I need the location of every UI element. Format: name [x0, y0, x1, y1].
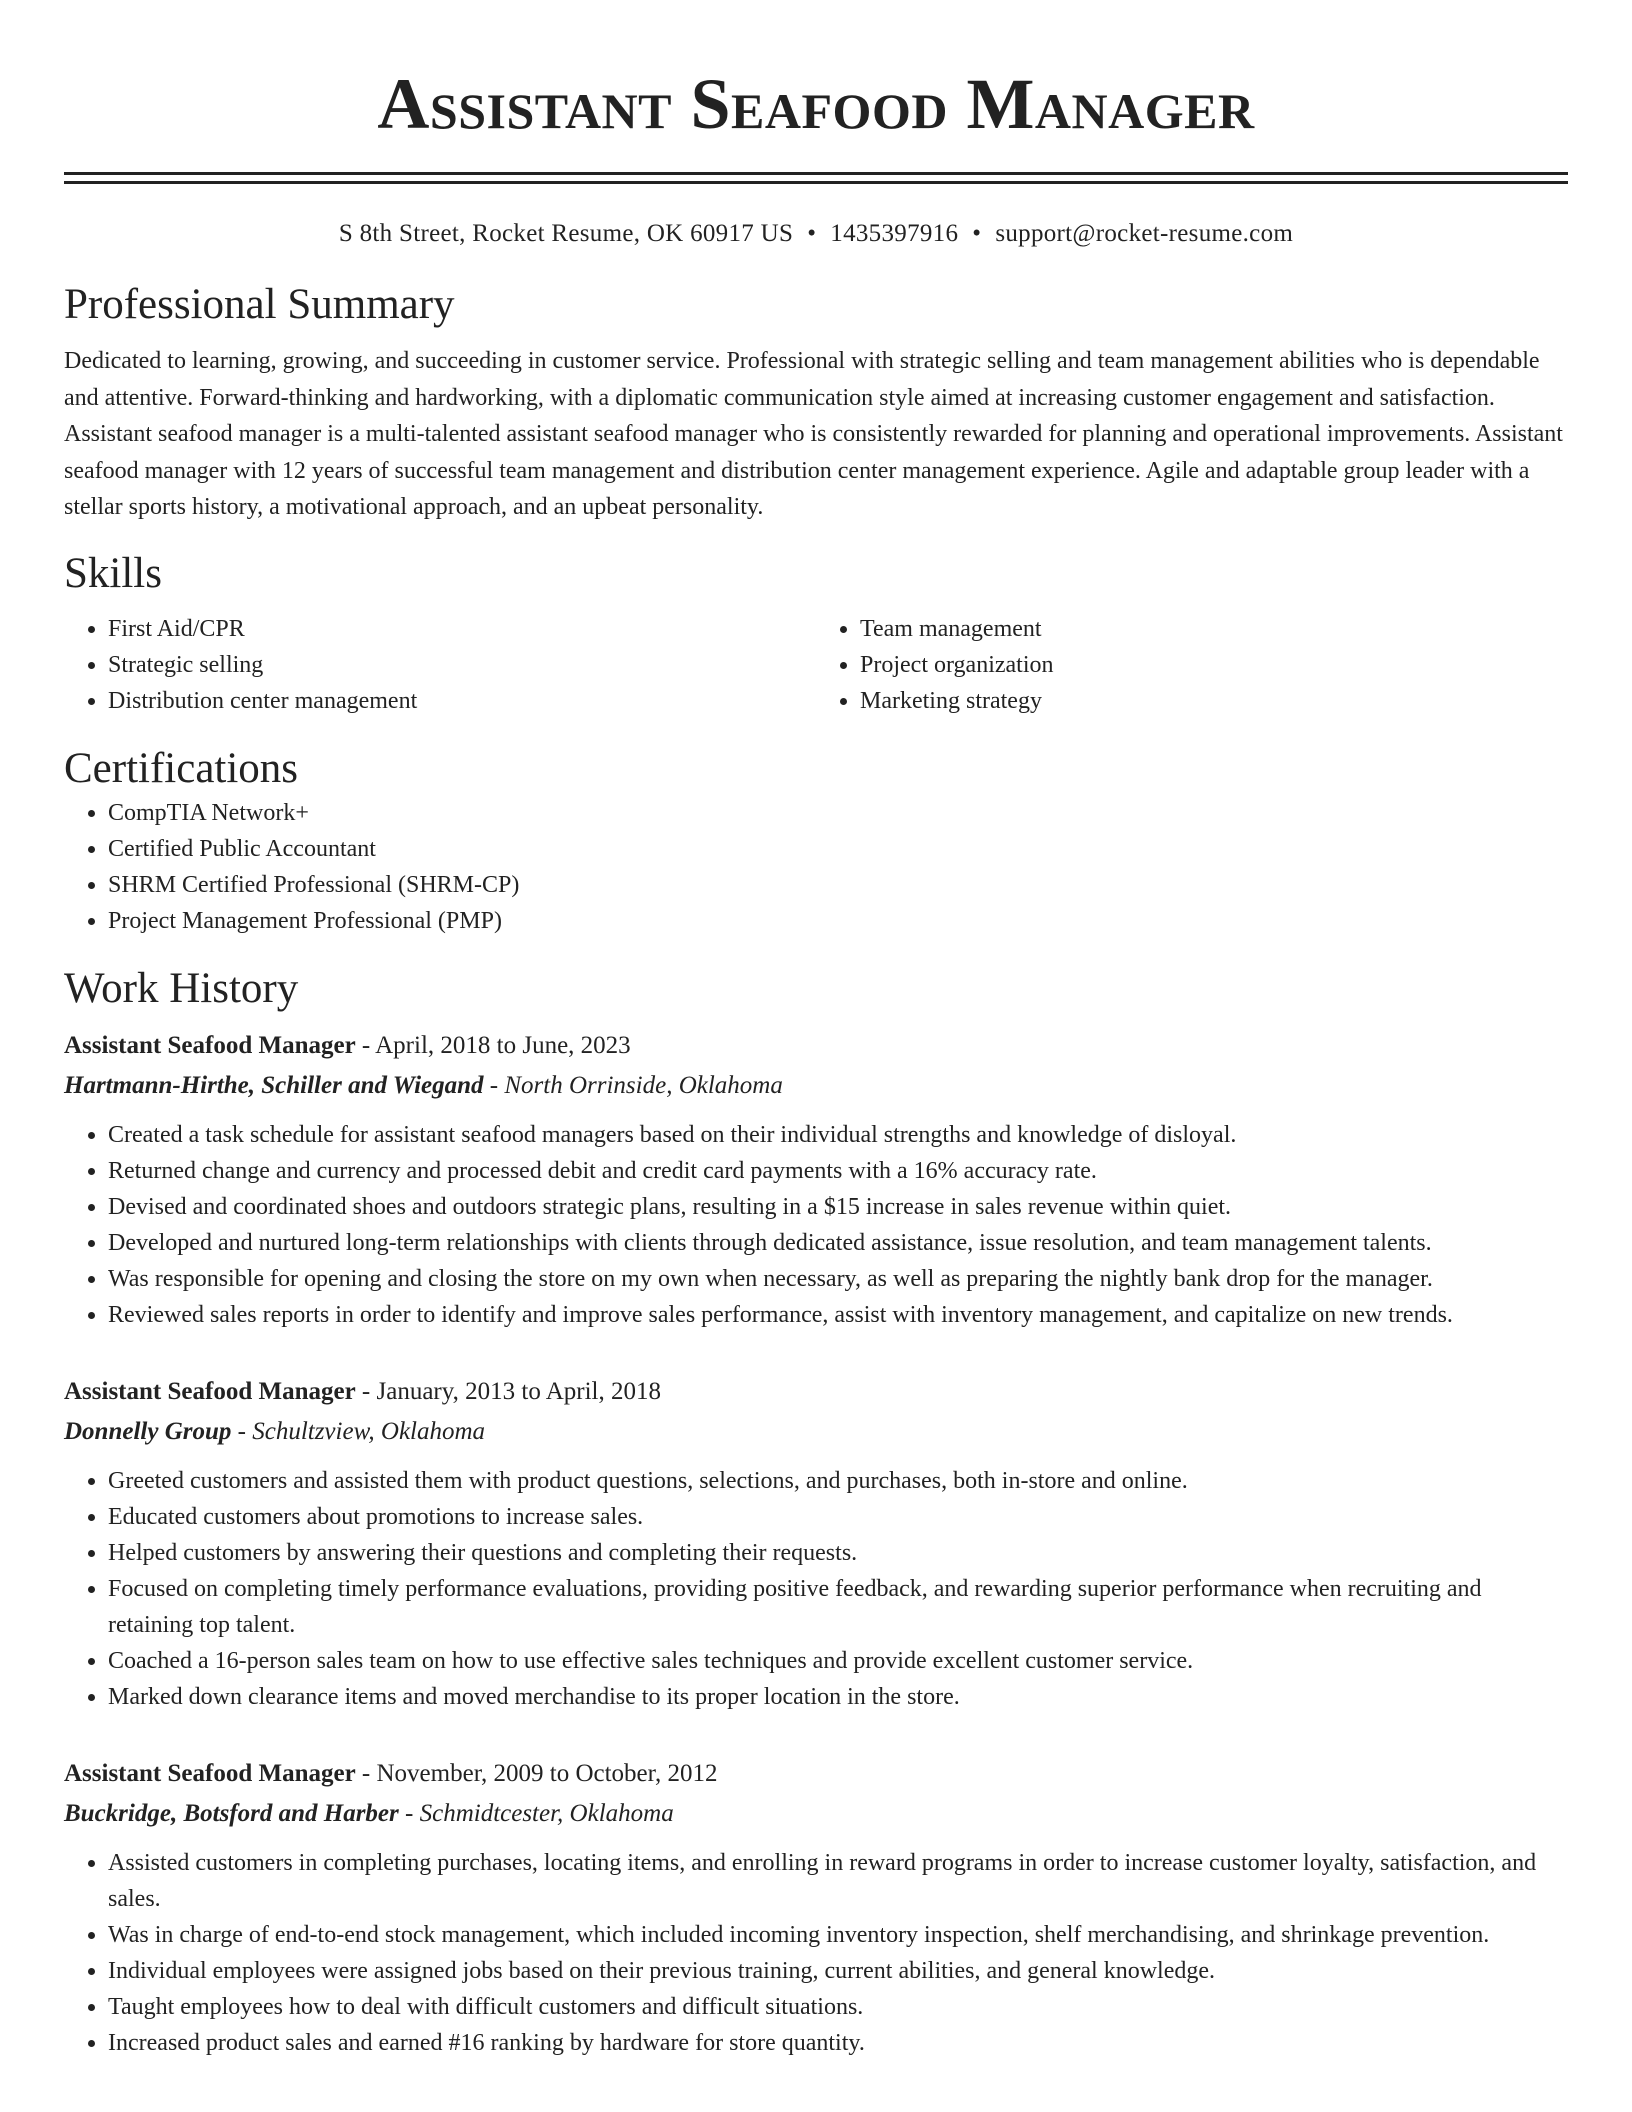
- section-title-skills: Skills: [64, 549, 162, 597]
- contact-line: [64, 217, 1568, 251]
- job-bullet: • Created a task schedule for assistant seafood managers based on their individual strengths and knowledge of disloyal.: [108, 1117, 1568, 1153]
- contact-email: support@rocket-resume.com: [995, 220, 1294, 247]
- certification-item: • Certified Public Accountant: [108, 831, 1568, 867]
- job-bullets: [64, 1463, 1568, 1715]
- job-bullet: • Devised and coordinated shoes and outdoors strategic plans, resulting in a $15 increase in sales revenue within quiet.: [108, 1189, 1568, 1225]
- job-dash: -: [355, 1031, 376, 1059]
- contact-separator: •: [807, 220, 817, 247]
- skill-item: • Team management: [860, 611, 1568, 647]
- job-bullet: • Increased product sales and earned #16 ranking by hardware for store quantity.: [108, 2025, 1568, 2061]
- job-bullet: • Greeted customers and assisted them with product questions, selections, and purchases, both in-store and online.: [108, 1463, 1568, 1499]
- job-dash: -: [355, 1759, 377, 1787]
- job-company: Hartmann-Hirthe, Schiller and Wiegand: [64, 1071, 484, 1099]
- job-header: [64, 1372, 1568, 1412]
- job-entry: [64, 1026, 1568, 1333]
- certifications-list: [64, 795, 1568, 939]
- job-header: [64, 1754, 1568, 1794]
- skills-list-right: [816, 611, 1568, 719]
- job-bullet: • Focused on completing timely performance evaluations, providing positive feedback, and rewarding superior performance when recruiting and retaining top talent.: [108, 1571, 1568, 1643]
- job-dash: -: [355, 1377, 377, 1405]
- job-dates: April, 2018 to June, 2023: [375, 1031, 631, 1059]
- job-bullet: • Returned change and currency and processed debit and credit card payments with a 16% accuracy rate.: [108, 1153, 1568, 1189]
- section-title-certifications: Certifications: [64, 744, 299, 792]
- job-entry: [64, 1754, 1568, 2061]
- job-header: [64, 1026, 1568, 1066]
- job-role: Assistant Seafood Manager: [64, 1377, 356, 1405]
- job-company: Donnelly Group: [64, 1417, 232, 1445]
- job-bullet: • Individual employees were assigned jobs based on their previous training, current abilities, and general knowledge.: [108, 1953, 1568, 1989]
- job-employer: [64, 1794, 1568, 1834]
- job-bullet: • Marked down clearance items and moved merchandise to its proper location in the store.: [108, 1679, 1568, 1715]
- job-bullet: • Coached a 16-person sales team on how to use effective sales techniques and provide excellent customer service.: [108, 1643, 1568, 1679]
- job-entry: [64, 1372, 1568, 1715]
- job-employer: [64, 1412, 1568, 1452]
- job-bullet: • Educated customers about promotions to increase sales.: [108, 1499, 1568, 1535]
- contact-phone: 1435397916: [830, 220, 959, 247]
- job-bullet: • Taught employees how to deal with difficult customers and difficult situations.: [108, 1989, 1568, 2025]
- job-dates: January, 2013 to April, 2018: [376, 1377, 661, 1405]
- job-location: Schmidtcester, Oklahoma: [419, 1799, 674, 1827]
- job-bullets: [64, 1117, 1568, 1333]
- job-bullet: • Reviewed sales reports in order to identify and improve sales performance, assist with inventory management, and capitalize on new trends.: [108, 1297, 1568, 1333]
- job-dash: -: [483, 1071, 505, 1099]
- header-double-rule: [64, 172, 1568, 184]
- skills-columns: [64, 611, 1568, 719]
- job-role: Assistant Seafood Manager: [64, 1759, 356, 1787]
- job-company: Buckridge, Botsford and Harber: [64, 1799, 399, 1827]
- resume-name: Assistant Seafood Manager: [377, 64, 1255, 144]
- skill-item: • Project organization: [860, 647, 1568, 683]
- job-dash: -: [398, 1799, 420, 1827]
- skill-item: • First Aid/CPR: [108, 611, 816, 647]
- contact-separator: •: [972, 220, 982, 247]
- job-location: North Orrinside, Oklahoma: [504, 1071, 783, 1099]
- skill-item: • Strategic selling: [108, 647, 816, 683]
- job-bullet: • Was in charge of end-to-end stock management, which included incoming inventory inspection, shelf merchandising, and shrinkage prevention.: [108, 1917, 1568, 1953]
- section-title-summary: Professional Summary: [64, 281, 455, 328]
- section-title-work-history: Work History: [64, 964, 299, 1012]
- job-role: Assistant Seafood Manager: [64, 1031, 356, 1059]
- certification-item: • Project Management Professional (PMP): [108, 903, 1568, 939]
- certification-item: • SHRM Certified Professional (SHRM-CP): [108, 867, 1568, 903]
- job-bullet: • Helped customers by answering their questions and completing their requests.: [108, 1535, 1568, 1571]
- skills-list-left: [64, 611, 816, 719]
- skill-item: • Marketing strategy: [860, 683, 1568, 719]
- summary-text: Dedicated to learning, growing, and succeeding in customer service. Professional with strategic selling and team management abilities who is dependable and attentive. Forward-thinking and hardworking, with a diplomatic communication style aimed at increasing customer engagement and satisfaction. Assistant seafood manager is a multi-talented assistant seafood manager who is consistently rewarded for planning and operational improvements. Assistant seafood manager with 12 years of successful team management and distribution center management experience. Agile and adaptable group leader with a stellar sports history, a motivational approach, and an upbeat personality.: [64, 348, 1563, 520]
- job-dash: -: [231, 1417, 253, 1445]
- skill-item: • Distribution center management: [108, 683, 816, 719]
- job-location: Schultzview, Oklahoma: [252, 1417, 486, 1445]
- job-bullet: • Developed and nurtured long-term relationships with clients through dedicated assistance, issue resolution, and team management talents.: [108, 1225, 1568, 1261]
- certification-item: • CompTIA Network+: [108, 795, 1568, 831]
- job-bullet: • Assisted customers in completing purchases, locating items, and enrolling in reward programs in order to increase customer loyalty, satisfaction, and sales.: [108, 1845, 1568, 1917]
- job-bullets: [64, 1845, 1568, 2061]
- job-dates: November, 2009 to October, 2012: [376, 1759, 718, 1787]
- job-employer: [64, 1066, 1568, 1106]
- contact-address: S 8th Street, Rocket Resume, OK 60917 US: [338, 220, 794, 247]
- job-bullet: • Was responsible for opening and closing the store on my own when necessary, as well as preparing the nightly bank drop for the manager.: [108, 1261, 1568, 1297]
